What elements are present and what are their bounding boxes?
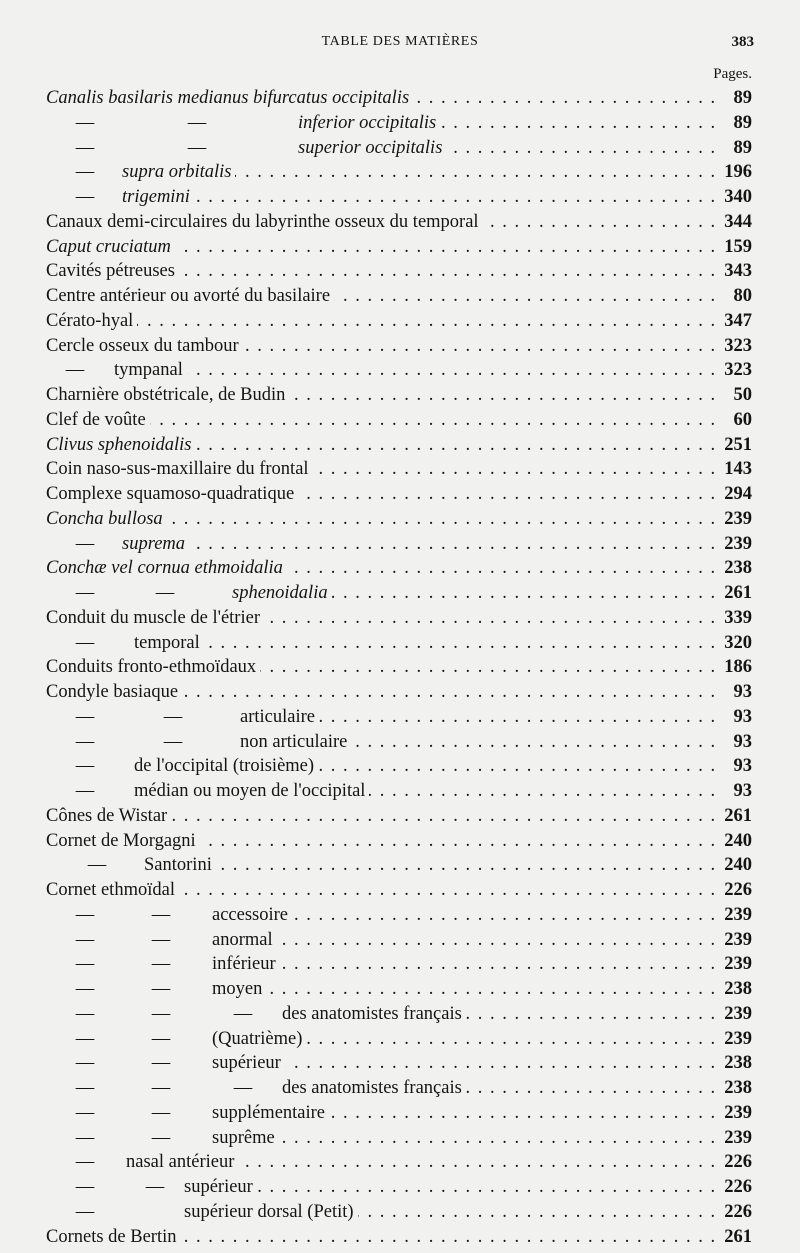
entry-label: articulaire	[240, 705, 319, 730]
index-entry	[0, 606, 800, 631]
entry-label: Complexe squamoso-quadratique	[46, 482, 298, 507]
entry-label: Canalis basilaris medianus bifurcatus occipitalis	[46, 86, 413, 111]
index-entry	[0, 804, 800, 829]
entry-page-number: 239	[718, 532, 752, 557]
index-entry	[0, 1002, 800, 1027]
index-entry	[0, 185, 800, 210]
entry-page-number: 226	[718, 1150, 752, 1175]
entry-page-number: 320	[718, 631, 752, 656]
index-entry	[0, 1150, 800, 1175]
entry-label: supplémentaire	[212, 1101, 329, 1126]
ditto-dash: —	[64, 358, 86, 383]
entry-label: tympanal	[114, 358, 187, 383]
ditto-dash: —	[162, 705, 184, 730]
entry-label: supra orbitalis	[122, 160, 235, 185]
ditto-dash: —	[74, 1200, 96, 1225]
index-entry	[0, 705, 800, 730]
entry-label: Condyle basiaque	[46, 680, 182, 705]
entry-page-number: 226	[718, 1175, 752, 1200]
ditto-dash: —	[150, 903, 172, 928]
entry-label: superior occipitalis	[298, 136, 446, 161]
entry-label: Caput cruciatum	[46, 235, 175, 260]
index-entry	[0, 284, 800, 309]
entry-label: Clivus sphenoidalis	[46, 433, 195, 458]
index-entry	[0, 86, 800, 111]
entry-page-number: 93	[728, 705, 753, 730]
entry-label: médian ou moyen de l'occipital	[134, 779, 369, 804]
pages-column-label: Pages.	[713, 66, 752, 82]
index-entry	[0, 1027, 800, 1052]
index-entry	[0, 952, 800, 977]
index-entry	[0, 754, 800, 779]
index-entry	[0, 853, 800, 878]
entry-page-number: 239	[718, 1101, 752, 1126]
entry-page-number: 50	[728, 383, 753, 408]
entry-label: supérieur	[184, 1175, 257, 1200]
ditto-dash: —	[150, 1101, 172, 1126]
ditto-dash: —	[74, 779, 96, 804]
entry-page-number: 239	[718, 952, 752, 977]
ditto-dash: —	[74, 1101, 96, 1126]
entry-label: des anatomistes français	[282, 1002, 466, 1027]
entry-page-number: 238	[718, 556, 752, 581]
entry-page-number: 239	[718, 928, 752, 953]
entry-page-number: 238	[718, 1051, 752, 1076]
index-entry	[0, 111, 800, 136]
index-entry	[0, 1101, 800, 1126]
index-entry	[0, 829, 800, 854]
index-entry	[0, 408, 800, 433]
entry-page-number: 251	[718, 433, 752, 458]
entry-label: Cônes de Wistar	[46, 804, 171, 829]
index-entry	[0, 482, 800, 507]
ditto-dash: —	[74, 1126, 96, 1151]
entry-label: (Quatrième)	[212, 1027, 306, 1052]
entry-label: Centre antérieur ou avorté du basilaire	[46, 284, 334, 309]
ditto-dash: —	[74, 1150, 96, 1175]
ditto-dash: —	[74, 1027, 96, 1052]
entry-page-number: 323	[718, 358, 752, 383]
ditto-dash: —	[74, 730, 96, 755]
entry-page-number: 238	[718, 977, 752, 1002]
index-entry	[0, 136, 800, 161]
entry-label: des anatomistes français	[282, 1076, 466, 1101]
entry-page-number: 186	[718, 655, 752, 680]
entry-label: supérieur	[212, 1051, 285, 1076]
entry-label: inférieur	[212, 952, 280, 977]
entry-label: trigemini	[122, 185, 194, 210]
ditto-dash: —	[162, 730, 184, 755]
entry-page-number: 261	[718, 1225, 752, 1250]
entry-page-number: 93	[728, 730, 753, 755]
index-entry	[0, 1200, 800, 1225]
entry-page-number: 93	[728, 779, 753, 804]
index-entry	[0, 878, 800, 903]
ditto-dash: —	[74, 1051, 96, 1076]
ditto-dash: —	[186, 136, 208, 161]
entry-page-number: 343	[718, 259, 752, 284]
entry-page-number: 89	[728, 86, 753, 111]
entry-label: de l'occipital (troisième)	[134, 754, 318, 779]
ditto-dash: —	[150, 977, 172, 1002]
index-entry	[0, 259, 800, 284]
entry-page-number: 89	[728, 136, 753, 161]
entry-page-number: 196	[718, 160, 752, 185]
ditto-dash: —	[86, 853, 108, 878]
index-entry	[0, 433, 800, 458]
index-entries	[0, 86, 800, 1249]
entry-page-number: 239	[718, 1027, 752, 1052]
entry-page-number: 239	[718, 507, 752, 532]
ditto-dash: —	[74, 952, 96, 977]
index-entry	[0, 383, 800, 408]
entry-page-number: 226	[718, 878, 752, 903]
entry-label: Clef de voûte	[46, 408, 150, 433]
index-entry	[0, 210, 800, 235]
entry-page-number: 239	[718, 1126, 752, 1151]
entry-page-number: 240	[718, 853, 752, 878]
index-entry	[0, 680, 800, 705]
index-entry	[0, 334, 800, 359]
entry-label: Cornet de Morgagni	[46, 829, 200, 854]
entry-page-number: 159	[718, 235, 752, 260]
entry-label: anormal	[212, 928, 277, 953]
index-entry	[0, 358, 800, 383]
entry-page-number: 294	[718, 482, 752, 507]
index-entry	[0, 1175, 800, 1200]
entry-label: supérieur dorsal (Petit)	[184, 1200, 358, 1225]
ditto-dash: —	[74, 581, 96, 606]
index-entry	[0, 779, 800, 804]
ditto-dash: —	[74, 631, 96, 656]
index-entry	[0, 309, 800, 334]
entry-page-number: 344	[718, 210, 752, 235]
entry-label: Santorini	[144, 853, 216, 878]
page-number: 383	[731, 34, 754, 50]
ditto-dash: —	[150, 928, 172, 953]
entry-label: Cornet ethmoïdal	[46, 878, 179, 903]
index-entry	[0, 655, 800, 680]
index-entry	[0, 1126, 800, 1151]
entry-page-number: 226	[718, 1200, 752, 1225]
index-entry	[0, 507, 800, 532]
entry-page-number: 93	[728, 680, 753, 705]
index-entry	[0, 928, 800, 953]
entry-page-number: 339	[718, 606, 752, 631]
index-entry	[0, 581, 800, 606]
entry-page-number: 261	[718, 804, 752, 829]
ditto-dash: —	[74, 111, 96, 136]
ditto-dash: —	[74, 754, 96, 779]
entry-label: accessoire	[212, 903, 292, 928]
entry-label: Cercle osseux du tambour	[46, 334, 243, 359]
entry-page-number: 239	[718, 903, 752, 928]
ditto-dash: —	[74, 1002, 96, 1027]
entry-label: Canaux demi-circulaires du labyrinthe osseux du temporal	[46, 210, 483, 235]
entry-page-number: 80	[728, 284, 753, 309]
entry-page-number: 347	[718, 309, 752, 334]
ditto-dash: —	[232, 1076, 254, 1101]
entry-page-number: 89	[728, 111, 753, 136]
index-entry	[0, 532, 800, 557]
entry-label: Concha bullosa	[46, 507, 167, 532]
entry-label: Coin naso-sus-maxillaire du frontal	[46, 457, 313, 482]
entry-label: Cavités pétreuses	[46, 259, 179, 284]
index-entry	[0, 457, 800, 482]
ditto-dash: —	[74, 977, 96, 1002]
entry-label: inferior occipitalis	[298, 111, 440, 136]
ditto-dash: —	[74, 532, 96, 557]
entry-page-number: 261	[718, 581, 752, 606]
entry-label: suprême	[212, 1126, 279, 1151]
index-entry	[0, 235, 800, 260]
entry-page-number: 93	[728, 754, 753, 779]
entry-label: temporal	[134, 631, 204, 656]
ditto-dash: —	[74, 1076, 96, 1101]
index-entry	[0, 730, 800, 755]
ditto-dash: —	[74, 185, 96, 210]
index-entry	[0, 1076, 800, 1101]
index-entry	[0, 631, 800, 656]
entry-label: Cornets de Bertin	[46, 1225, 181, 1250]
entry-page-number: 340	[718, 185, 752, 210]
index-entry	[0, 556, 800, 581]
ditto-dash: —	[74, 160, 96, 185]
ditto-dash: —	[74, 136, 96, 161]
index-entry	[0, 903, 800, 928]
entry-label: Conchæ vel cornua ethmoidalia	[46, 556, 287, 581]
ditto-dash: —	[186, 111, 208, 136]
running-title: TABLE DES MATIÈRES	[321, 34, 479, 49]
entry-page-number: 238	[718, 1076, 752, 1101]
entry-label: sphenoidalia	[232, 581, 332, 606]
entry-label: nasal antérieur	[126, 1150, 238, 1175]
ditto-dash: —	[232, 1002, 254, 1027]
ditto-dash: —	[150, 952, 172, 977]
ditto-dash: —	[150, 1027, 172, 1052]
entry-label: non articulaire	[240, 730, 351, 755]
ditto-dash: —	[74, 1175, 96, 1200]
entry-page-number: 143	[718, 457, 752, 482]
ditto-dash: —	[150, 1051, 172, 1076]
ditto-dash: —	[74, 705, 96, 730]
entry-label: Conduit du muscle de l'étrier	[46, 606, 264, 631]
ditto-dash: —	[74, 928, 96, 953]
entry-label: suprema	[122, 532, 189, 557]
ditto-dash: —	[154, 581, 176, 606]
index-entry	[0, 1225, 800, 1250]
entry-page-number: 240	[718, 829, 752, 854]
entry-label: moyen	[212, 977, 266, 1002]
entry-page-number: 60	[728, 408, 753, 433]
index-entry	[0, 977, 800, 1002]
ditto-dash: —	[150, 1126, 172, 1151]
entry-label: Conduits fronto-ethmoïdaux	[46, 655, 260, 680]
entry-page-number: 239	[718, 1002, 752, 1027]
ditto-dash: —	[144, 1175, 166, 1200]
ditto-dash: —	[150, 1076, 172, 1101]
ditto-dash: —	[74, 903, 96, 928]
ditto-dash: —	[150, 1002, 172, 1027]
index-entry	[0, 160, 800, 185]
entry-label: Charnière obstétricale, de Budin	[46, 383, 289, 408]
entry-page-number: 323	[718, 334, 752, 359]
index-entry	[0, 1051, 800, 1076]
entry-label: Cérato-hyal	[46, 309, 137, 334]
